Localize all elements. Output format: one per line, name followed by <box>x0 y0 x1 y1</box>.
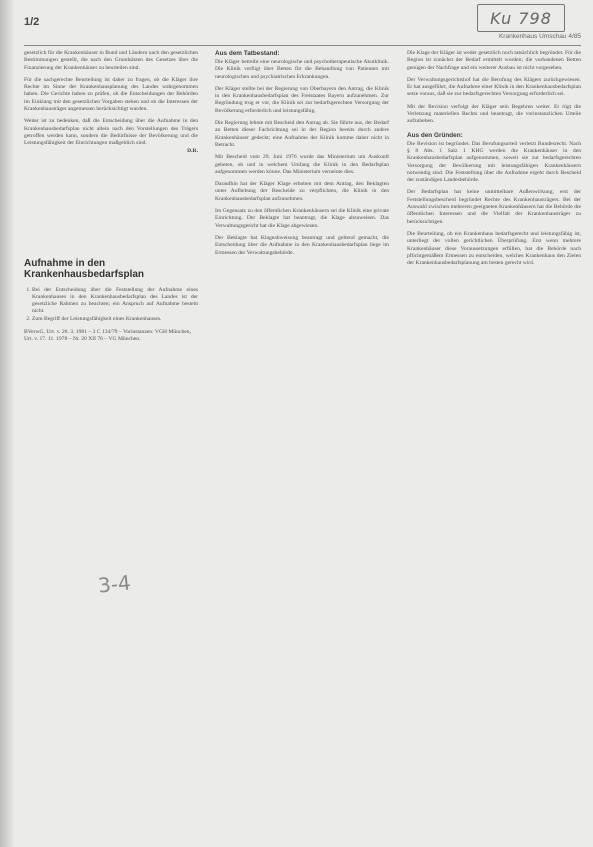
paragraph: Für die sachgerechte Beurteilung ist daher zu fragen, ob die Kläger ihre Rechte im Sinne der Krankenhausplanung des Landes wahrgenommen haben. Die Gerichte haben zu prüfen, ob die Entscheidungen der Behörden im Einklang mit den gesetzlichen Vorgaben stehen und ob die Interessen der Krankenhausträger angemessen berücksichtigt wurden. <box>24 76 198 113</box>
column-3 <box>407 50 581 272</box>
paragraph: Daraufhin hat der Kläger Klage erhoben mit dem Antrag, den Beklagten unter Aufhebung der Bescheide zu verpflichten, die Klinik in den Krankenhausbedarfsplan aufzunehmen. <box>215 181 389 202</box>
page-number: 1/2 <box>24 16 40 28</box>
paragraph: Die Revision ist begründet. Das Berufungsurteil verletzt Bundesrecht. Nach § 8 Abs. 1 Satz 1 KHG werden die Krankenhäuser in den Krankenhausbedarfsplan aufgenommen, soweit sie zur bedarfsgerechten Versorgung der Bevölkerung mit leistungsfähigen Krankenhäusern notwendig sind. Die Feststellung über die Aufnahme ergeht durch Bescheid der zuständigen Landesbehörde. <box>407 140 581 184</box>
paragraph: Die Kläger betreibt eine neurologische und psychotherapeutische Akutklinik. Die Klinik verfügt über Betten für die Behandlung von Patienten mit neurologischen und psychiatrischen Erkrankungen. <box>215 59 389 80</box>
paragraph: Mit der Revision verfolgt der Kläger sein Begehren weiter. Er rügt die Verletzung materiellen Rechts und beantragt, die vorinstanzlichen Urteile aufzuheben. <box>407 103 581 125</box>
column-1 <box>24 50 198 344</box>
case-citation: BVerwG, Urt. v. 26. 3. 1981 – 3 C 134/79 – Vorinstanzen: VGH München, Urt. v. 17. 11. 1978 – Nr. 20 XII 76 – VG München. <box>24 329 191 343</box>
journal-name: Krankenhaus Umschau 4/85 <box>498 33 581 40</box>
paragraph: Die Beurteilung, ob ein Krankenhaus bedarfsgerecht und leistungsfähig ist, unterliegt der vollen gerichtlichen Überprüfung. Erst wenn mehrere Krankenhäuser diese Voraussetzungen erfüllen, hat die Behörde nach pflichtgemäßem Ermessen zu entscheiden, welches Krankenhaus den Zielen der Krankenhausbedarfsplanung am besten gerecht wird. <box>407 230 581 267</box>
headnote-item: 2. Zum Begriff der Leistungsfähigkeit eines Krankenhauses. <box>32 316 198 323</box>
headnote-item: 1. Bei der Entscheidung über die Feststellung der Aufnahme eines Krankenhauses in den Krankenhausbedarfsplan des Landes ist der gesetzliche Rahmen zu beachten; ein Anspruch auf Aufnahme besteht nicht. <box>32 287 198 316</box>
spacer <box>24 162 198 254</box>
paragraph: Der Verwaltungsgerichtshof hat die Berufung des Klägers zurückgewiesen. Er hat ausgeführt, die Aufnahme einer Klinik in den Krankenhausbedarfsplan setze voraus, daß sie zur bedarfsgerechten Versorgung erforderlich sei. <box>407 76 581 98</box>
headnote-list <box>24 287 198 323</box>
section-heading: Aus dem Tatbestand: <box>215 50 280 57</box>
header-rule <box>24 45 581 46</box>
author-signature: D.R. <box>187 147 198 154</box>
paragraph: gesetzlich für die Krankenhäuser in Bund und Ländern nach den gesetzlichen Bestimmungen gestellt, die nach den Grundsätzen des Gesetzes über die Finanzierung der Krankenhäuser zu beurteilen sind. <box>24 50 198 71</box>
paragraph: Im Gegensatz zu den öffentlichen Krankenhäusern sei die Klinik eine private Einrichtung. Der Beklagte hat beantragt, die Klage abzuweisen. Das Verwaltungsgericht hat die Klage abgewiesen. <box>215 208 389 229</box>
paragraph: Der Beklagte hat Klageabweisung beantragt und geltend gemacht, die Entscheidung über die Aufnahme in den Krankenhausbedarfsplan liege im Ermessen der Verwaltungsbehörde. <box>215 234 389 256</box>
article-title: Aufnahme in den Krankenhausbedarfsplan <box>24 257 145 281</box>
paragraph: Die Klage der Kläger ist weder gesetzlich noch tatsächlich begründet. Für die Region ist zunächst der Bedarf ermittelt worden; die vorhandenen Betten genügen der Nachfrage und ein weiterer Ausbau ist nicht vorgesehen. <box>407 50 581 71</box>
handwritten-note: 3-4 <box>96 570 132 598</box>
archive-stamp: Ku 798 <box>477 4 565 32</box>
section-heading: Aus den Gründen: <box>407 131 463 139</box>
column-2 <box>215 50 389 262</box>
paragraph: Mit Bescheid vom 29. Juni 1976 wurde das Ministerium um Auskunft gebeten, ob und in welchem Umfang die Klinik in den Bedarfsplan aufgenommen werden könne. Das Ministerium verneinte dies. <box>215 154 389 175</box>
paragraph: Weiter ist zu bedenken, daß die Entscheidung über die Aufnahme in den Krankenhausbedarfsplan nicht allein nach den Vorstellungen des Trägers getroffen werden kann, sondern die Bedürfnisse der Bevölkerung und die Leistungsfähigkeit der Einrichtungen maßgeblich sind. <box>24 118 198 147</box>
paragraph: Der Kläger stellte bei der Regierung von Oberbayern den Antrag, die Klinik in den Krankenhausbedarfsplan des Freistaates Bayern aufzunehmen. Zur Begründung trug er vor, die Klinik sei zur bedarfsgerechten Versorgung der Bevölkerung erforderlich und leistungsfähig. <box>215 85 389 114</box>
paragraph: Der Bedarfsplan hat keine unmittelbare Außenwirkung; erst der Feststellungsbescheid begründet Rechte des Krankenhausträgers. Bei der Auswahl zwischen mehreren geeigneten Krankenhäusern hat die Behörde die öffentlichen Interessen und die Vielfalt der Krankenhausträger zu berücksichtigen. <box>407 189 581 225</box>
paragraph: Die Regierung lehnte mit Bescheid den Antrag ab. Sie führte aus, der Bedarf an Betten dieser Fachrichtung sei in der Region bereits durch andere Krankenhäuser gedeckt; eine Aufnahme der Klinik komme daher nicht in Betracht. <box>215 120 389 148</box>
